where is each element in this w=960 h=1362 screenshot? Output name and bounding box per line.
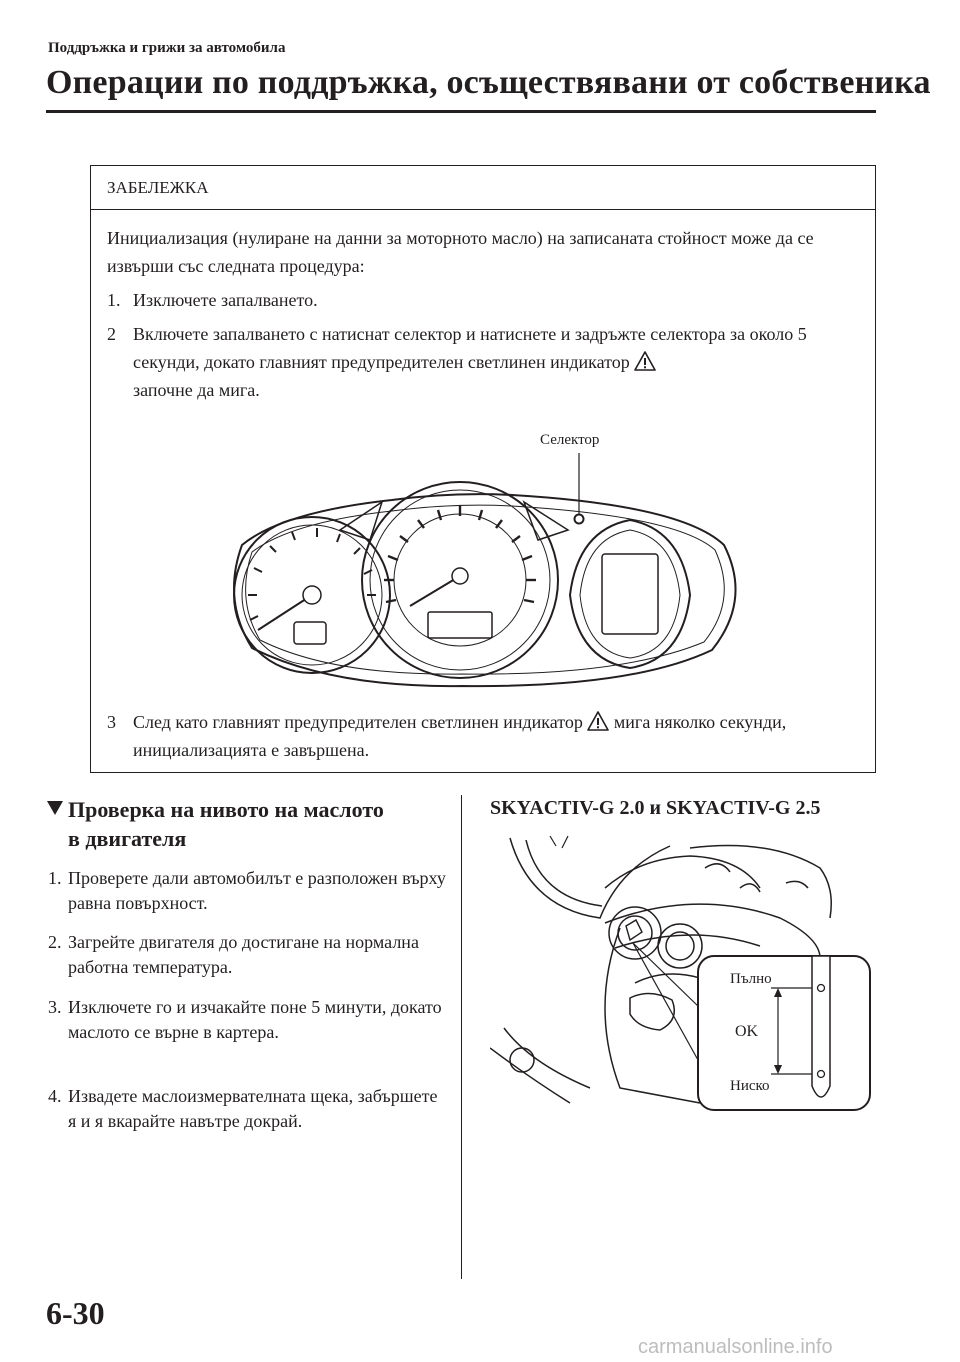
- watermark: carmanualsonline.info: [638, 1336, 833, 1358]
- note-header: [91, 166, 875, 210]
- step-text: Проверете дали автомобилът е разположен върху равна повърхност.: [68, 868, 446, 913]
- ok-level-label: OK: [735, 1023, 759, 1040]
- title-rule: [46, 110, 876, 113]
- step-number: 2.: [48, 932, 62, 952]
- step-text: мига няколко секунди, инициализацията е завършена.: [133, 712, 787, 760]
- step-number: 4.: [48, 1086, 62, 1106]
- note-intro: Инициализация (нулиране на данни за моторното масло) на записаната стойност може да се извърши със следната процедура:: [107, 228, 814, 276]
- triangle-bullet-icon: [46, 800, 64, 816]
- step-text: Изключете го и изчакайте поне 5 минути, докато маслото се върне в картера.: [68, 997, 442, 1042]
- section-label: Поддръжка и грижи за автомобила: [48, 40, 286, 56]
- step-text: Извадете маслоизмервателната щека, забършете я и я вкарайте навътре докрай.: [68, 1086, 438, 1131]
- step-text: започне да мига.: [133, 380, 260, 400]
- engine-heading: SKYACTIV-G 2.0 и SKYACTIV-G 2.5: [490, 797, 821, 819]
- full-level-label: Пълно: [730, 971, 772, 987]
- page-number: 6-30: [46, 1295, 105, 1331]
- column-divider: [461, 795, 462, 1279]
- low-level-label: Ниско: [730, 1078, 770, 1094]
- step-text: Изключете запалването.: [133, 290, 318, 310]
- warning-icon: [634, 351, 656, 371]
- note-label: ЗАБЕЛЕЖКА: [107, 178, 209, 197]
- selector-label: Селектор: [540, 432, 600, 448]
- step-number: 2: [107, 324, 116, 344]
- step-number: 1.: [48, 868, 62, 888]
- step-text-block: [133, 320, 863, 404]
- step-text: Загрейте двигателя до достигане на нормална работна температура.: [68, 932, 419, 977]
- step-text: Включете запалването с натиснат селектор и натиснете и задръжте селектора за около 5 секунди, докато главният предупредителен светлинен индикатор: [133, 324, 807, 372]
- instrument-cluster-illustration: [212, 450, 752, 690]
- warning-icon: [587, 711, 609, 731]
- heading-line: Проверка на нивото на маслото: [68, 797, 384, 822]
- step-number: 3.: [48, 997, 62, 1017]
- step-text-block: [133, 708, 863, 764]
- step-number: 3: [107, 712, 116, 732]
- heading-line: в двигателя: [68, 826, 187, 851]
- engine-dipstick-illustration: [490, 828, 875, 1113]
- page-title: Операции по поддръжка, осъществявани от собственика: [46, 64, 931, 101]
- step-text: След като главният предупредителен светлинен индикатор: [133, 712, 583, 732]
- step-number: 1.: [107, 290, 121, 310]
